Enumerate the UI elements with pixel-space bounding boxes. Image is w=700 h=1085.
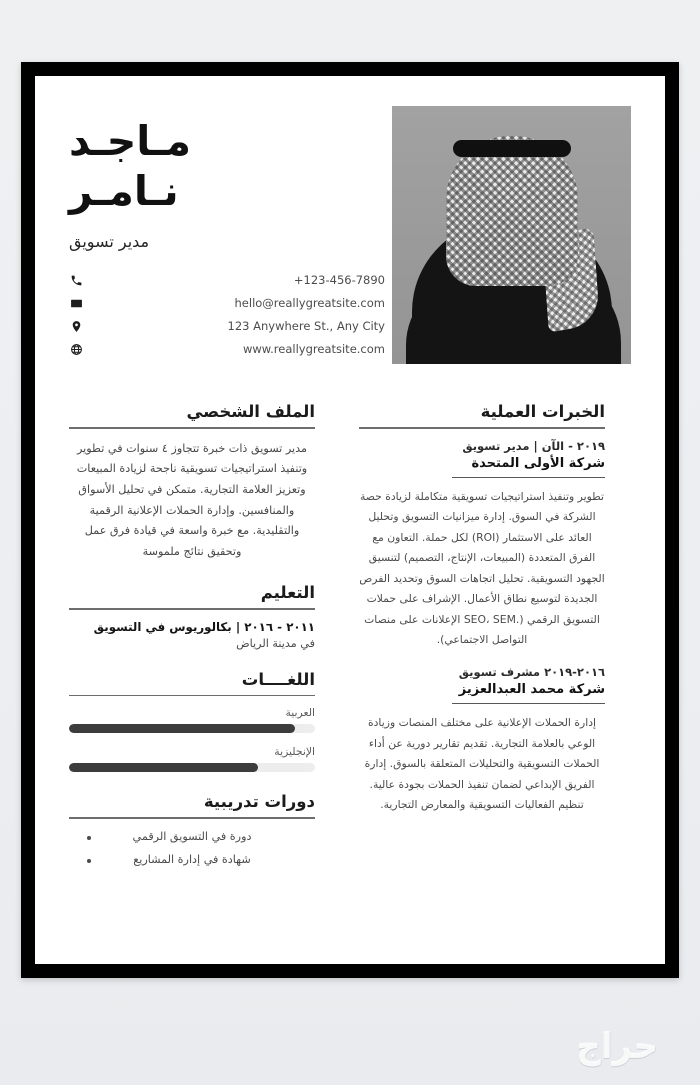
experience-entry-1 [359,439,605,651]
experience-entry-divider [452,477,605,478]
candidate-job-title: مدير تسويق [69,232,150,252]
name-column [69,106,385,356]
list-item [69,852,315,869]
candidate-last-name: نـامـر [69,167,179,216]
profile-text: مدير تسويق ذات خبرة تتجاوز ٤ سنوات في تطوير وتنفيذ استراتيجيات تسويقية ناجحة لزيادة المبيعات وتعزيز العلامة التجارية. متمكن في تحليل الأسواق والمنافسين. وإدارة الحملات الإعلانية الرقمية والتقليدية. مع خبرة واسعة في قيادة فرق عمل وتحقيق نتائج ملموسة [76,441,308,559]
courses-divider [69,817,315,819]
envelope-icon [69,296,83,310]
experience-company: شركة محمد العبدالعزيز [458,681,605,697]
poster-frame [21,62,679,978]
contact-item-email[interactable] [69,296,385,310]
experience-divider [359,427,605,429]
profile-photo [392,106,631,364]
language-level-fill [69,763,258,772]
education-divider [69,608,315,610]
section-experience [359,402,605,816]
contact-phone-text: +123-456-7890 [293,273,385,288]
resume-body [69,402,631,889]
bullet-icon [87,836,91,840]
section-courses [69,792,315,869]
contact-item-website[interactable] [69,342,385,356]
left-column [359,402,605,889]
contact-list [69,273,385,356]
section-profile [69,402,315,563]
education-heading: التعليم [260,582,315,602]
experience-heading: الخبرات العملية [480,402,605,421]
language-level-fill [69,724,295,733]
location-pin-icon [69,319,83,333]
education-degree: ٢٠١١ - ٢٠١٦ | بكالوريوس في التسويق [93,619,315,634]
experience-company: شركة الأولى المتحدة [471,455,605,471]
experience-entry-divider [452,703,605,704]
language-name: الإنجليزية [274,745,315,759]
resume-header [69,106,631,384]
education-place: في مدينة الرياض [236,636,315,650]
photo-column [385,106,631,364]
photo-ghutra [446,136,578,286]
experience-meta: ٢٠١٩ - الآن | مدير تسويق [462,438,605,453]
experience-entry-2 [359,665,605,816]
language-name: العربية [285,706,315,720]
languages-divider [69,695,315,697]
course-label: دورة في التسويق الرقمي [132,829,252,843]
course-label: شهادة في إدارة المشاريع [133,853,251,867]
site-watermark: حراج [576,1027,658,1067]
contact-address-text: 123 Anywhere St., Any City [227,319,385,334]
courses-list [69,829,315,870]
profile-heading: الملف الشخصي [186,402,315,421]
language-level-track [69,763,315,772]
contact-website-text: www.reallygreatsite.com [242,342,385,357]
language-item-english [69,745,315,772]
language-level-track [69,724,315,733]
contact-email-text: hello@reallygreatsite.com [234,296,385,311]
language-item-arabic [69,706,315,733]
experience-meta: ٢٠١٦-٢٠١٩ مشرف تسويق [458,664,605,679]
experience-description: تطوير وتنفيذ استراتيجيات تسويقية متكاملة لزيادة حصة الشركة في السوق. إدارة ميزانيات التسويق وتحليل العائد على الاستثمار (ROI) لكل حملة. التعاون مع الفرق المتعددة (المبيعات، الإنتاج، التصميم) لتنسيق الجهود التسويقية. تحليل اتجاهات السوق وتحديد الفرص الجديدة لتوسيع نطاق الأعمال. الإشراف على حملات التسويق الرقمي (.SEO، SEM الإعلانات على منصات التواصل الاجتماعي). [359,489,605,647]
globe-icon [69,342,83,356]
section-education [69,583,315,650]
courses-heading: دورات تدريبية [203,792,315,812]
experience-description: إدارة الحملات الإعلانية على مختلف المنصات وزيادة الوعي بالعلامة التجارية. تقديم تقارير دورية عن أداء الحملات التسويقية والتحليلات المتعلقة بالسوق. إدارة الفريق الإبداعي لضمان تنفيذ الحملات بجودة عالية. تنظيم الفعاليات التسويقية والمعارض التجارية. [364,716,600,812]
contact-item-address[interactable] [69,319,385,333]
bullet-icon [87,859,91,863]
candidate-first-name: مـاجـد [69,117,192,165]
profile-divider [69,427,315,429]
phone-icon [69,273,83,287]
section-languages [69,670,315,773]
photo-igal [453,140,571,157]
resume-page [35,76,665,964]
contact-item-phone[interactable] [69,273,385,287]
languages-heading: اللغــــات [241,669,315,689]
list-item [69,829,315,846]
right-column [69,402,315,889]
